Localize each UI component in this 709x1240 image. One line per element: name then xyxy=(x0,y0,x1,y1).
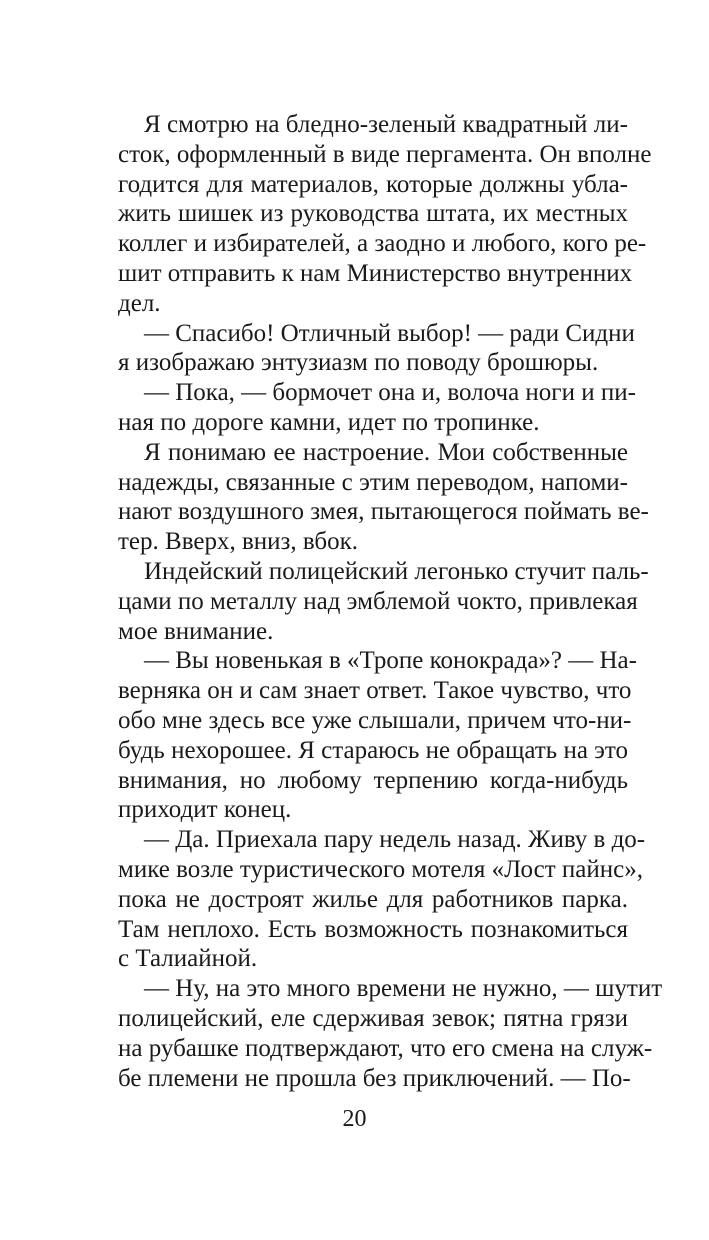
paragraph-4 xyxy=(118,438,649,557)
text-line: надежды, связанные с этим переводом, напоми- xyxy=(118,468,628,496)
text-line: будь нехорошее. Я стараюсь не обращать на это xyxy=(118,736,628,764)
paragraph-1 xyxy=(118,110,652,319)
text-line: внимания, но любому терпению когда-нибудь xyxy=(118,766,628,794)
text-line: шит отправить к нам Министерство внутренних xyxy=(118,259,633,287)
text-line: обо мне здесь все уже слышали, причем что-ни- xyxy=(118,706,632,734)
paragraph-2 xyxy=(118,319,635,379)
text-line: приходит конец. xyxy=(118,796,292,824)
text-line: верняка он и сам знает ответ. Такое чувство, что xyxy=(118,677,632,705)
text-line: Я понимаю ее настроение. Мои собственные xyxy=(144,438,628,466)
text-line: я изображаю энтузиазм по поводу брошюры. xyxy=(118,349,599,377)
text-line: цами по металлу над эмблемой чокто, привлекая xyxy=(118,587,638,615)
text-line: годится для материалов, которые должны убла- xyxy=(118,170,628,198)
book-page-text xyxy=(118,110,663,1093)
text-line: жить шишек из руководства штата, их местных xyxy=(118,200,628,228)
text-line: мике возле туристического мотеля «Лост пайнс», xyxy=(118,855,643,883)
text-line: — Спасибо! Отличный выбор! — ради Сидни xyxy=(144,319,635,347)
text-line: — Пока, — бормочет она и, волоча ноги и пи- xyxy=(144,379,636,407)
text-line: Я смотрю на бледно-зеленый квадратный ли- xyxy=(144,111,628,138)
page-number: 20 xyxy=(342,1106,367,1132)
text-line: с Талиайной. xyxy=(118,945,258,973)
text-line: мое внимание. xyxy=(118,617,274,645)
text-line: ная по дороге камни, идет по тропинке. xyxy=(118,408,540,436)
text-line: Там неплохо. Есть возможность познакомиться xyxy=(118,915,628,943)
text-line: дел. xyxy=(118,289,161,317)
paragraph-7 xyxy=(118,825,646,974)
text-line: — Ну, на это много времени не нужно, — шутит xyxy=(144,975,663,1003)
text-line: тер. Вверх, вниз, вбок. xyxy=(118,528,358,556)
text-line: пока не достроят жилье для работников парка. xyxy=(118,885,628,913)
text-line: коллег и избирателей, а заодно и любого, кого ре- xyxy=(118,230,647,258)
paragraph-3 xyxy=(118,378,636,438)
text-line: бе племени не прошла без приключений. — По- xyxy=(118,1064,631,1092)
text-line: Индейский полицейский легонько стучит паль- xyxy=(144,557,649,585)
text-line: нают воздушного змея, пытающегося поймать ве- xyxy=(118,498,649,526)
text-line: на рубашке подтверждают, что его смена на служ- xyxy=(118,1034,653,1062)
paragraph-6 xyxy=(118,646,637,825)
paragraph-8 xyxy=(118,974,663,1093)
text-line: — Вы новенькая в «Тропе конокрада»? — На- xyxy=(144,647,637,675)
text-line: полицейский, еле сдерживая зевок; пятна грязи xyxy=(118,1004,628,1032)
text-line: сток, оформленный в виде пергамента. Он вполне xyxy=(118,140,652,168)
paragraph-5 xyxy=(118,557,649,646)
text-line: — Да. Приехала пару недель назад. Живу в до- xyxy=(144,826,646,854)
